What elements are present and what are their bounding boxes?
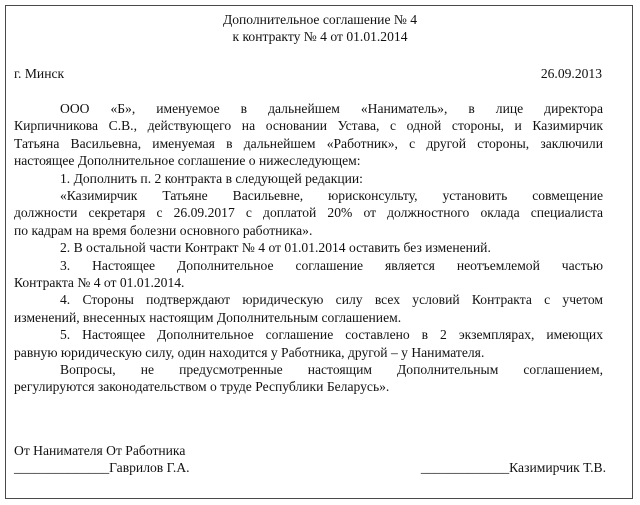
body-line: настоящее Дополнительное соглашение о нижеследующем: — [14, 153, 361, 169]
document-subtitle: к контракту № 4 от 01.01.2014 — [232, 29, 408, 44]
body-line: Вопросы, не предусмотренные настоящим Дополнительным соглашением, — [60, 362, 603, 377]
body-line: Контракта № 4 от 01.01.2014. — [14, 275, 185, 290]
body-line: «Казимирчик Татьяне Васильевне, юрисконсульту, установить совмещение — [60, 188, 603, 203]
body-line: 2. В остальной части Контракт № 4 от 01.01.2014 оставить без изменений. — [60, 240, 491, 256]
body-line: 5. Настоящее Дополнительное соглашение составлено в 2 экземплярах, имеющих — [60, 327, 603, 343]
employee-signature: _____________Казимирчик Т.В. — [420, 460, 606, 475]
body-line: должности секретаря с 26.09.2017 с доплатой 20% от должностного оклада специалиста — [14, 205, 603, 221]
body-line: ООО «Б», именуемое в дальнейшем «Наниматель», в лице директора — [60, 101, 603, 116]
document-title: Дополнительное соглашение № 4 — [222, 12, 418, 27]
body-line: 4. Стороны подтверждают юридическую силу всех условий Контракта с учетом — [60, 292, 603, 308]
place: г. Минск — [14, 66, 65, 81]
employer-signature: ______________Гаврилов Г.А. — [14, 460, 190, 475]
body-line: Татьяна Васильевна, именуемая в дальнейшем «Работник», с другой стороны, заключили — [14, 135, 603, 151]
body-line: по кадрам на время болезни основного работника». — [14, 222, 313, 238]
signature-parties: От Нанимателя От Работника — [14, 443, 186, 458]
date: 26.09.2013 — [540, 66, 602, 81]
body-line: 1. Дополнить п. 2 контракта в следующей редакции: — [60, 170, 363, 186]
body-line: регулируются законодательством о труде Республики Беларусь». — [14, 379, 390, 395]
body-line: 3. Настоящее Дополнительное соглашение является неотъемлемой частью — [60, 257, 603, 273]
body-line: равную юридическую силу, один находится у Работника, другой – у Нанимателя. — [14, 344, 485, 360]
body-line: изменений, внесенных настоящим Дополнительным соглашением. — [14, 309, 402, 325]
body-line: Кирпичникова С.В., действующего на основании Устава, с одной стороны, и Казимирчик — [14, 118, 603, 134]
